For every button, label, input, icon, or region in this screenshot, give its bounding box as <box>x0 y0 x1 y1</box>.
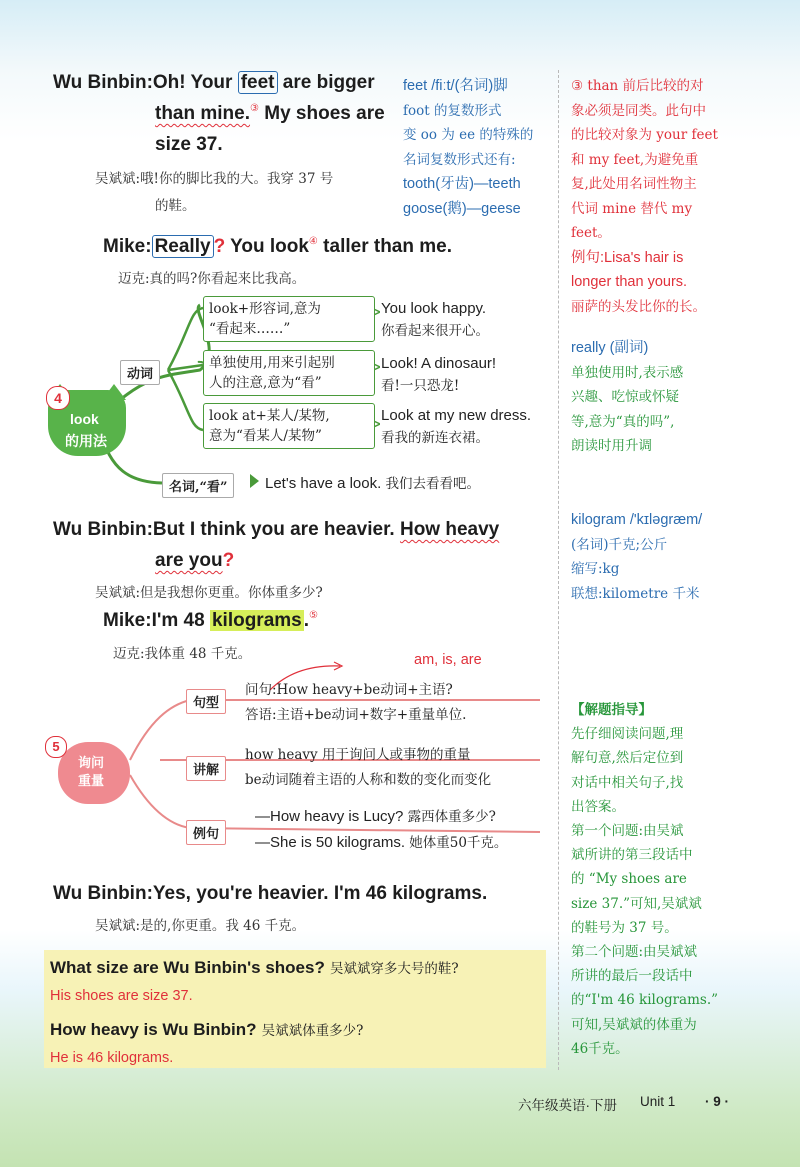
note-kilogram-title: kilogram /'kɪləɡræm/ <box>571 512 703 528</box>
look-rule-1 <box>203 296 375 342</box>
rule-text: 意为“看某人/某物” <box>209 428 322 444</box>
weight-example-1 <box>255 806 496 828</box>
guide-line: 第二个问题:由吴斌斌 <box>571 944 698 961</box>
guide-line: 出答案。 <box>571 798 625 815</box>
dialogue-line-4 <box>103 610 318 632</box>
phrase-are-you: are you <box>155 550 223 571</box>
footer-book: 六年级英语·下册 <box>518 1098 617 1113</box>
rule-text: look at+某人/某物, <box>209 408 330 424</box>
note-kilogram-line: (名词)千克;公斤 <box>571 536 668 553</box>
note-really-title: really (副词) <box>571 340 649 356</box>
tag-pattern: 句型 <box>186 689 226 714</box>
example-cn: 看!一只恐龙! <box>381 378 460 394</box>
dialogue-text: I'm 48 <box>151 610 210 631</box>
dialogue-text: My shoes are <box>258 103 385 124</box>
note-feet-line: feet /fiːt/(名词)脚 <box>403 78 508 94</box>
mindmap-4-title-1: look <box>70 411 99 427</box>
guide-line: 第一个问题:由吴斌 <box>571 823 684 840</box>
keyword-really: Really <box>152 235 214 258</box>
translation-2: 迈克:真的吗?你看起来比我高。 <box>118 271 306 287</box>
dialogue-line-2 <box>103 236 452 258</box>
example-cn: 看我的新连衣裙。 <box>381 430 489 446</box>
example-cn: 她体重50千克。 <box>409 835 508 851</box>
guide-title: 【解题指导】 <box>571 702 652 718</box>
dialogue-line-1-end: size 37. <box>155 134 223 155</box>
note-feet <box>403 74 533 221</box>
phrase-than-mine: than mine. <box>155 103 251 124</box>
tag-verb: 动词 <box>120 360 160 385</box>
mindmap-5-title-2: 重量 <box>78 774 105 789</box>
weight-example-2 <box>255 832 507 854</box>
example-en: Look! A dinosaur! <box>381 355 497 372</box>
dialogue-line-3 <box>53 519 499 541</box>
dialogue-text: Oh! Your <box>152 72 238 93</box>
dialogue-text: But I think you are heavier. <box>152 519 400 540</box>
dialogue-line-1-cont <box>155 103 385 125</box>
phrase-how-heavy: How heavy <box>399 519 500 540</box>
mindmap-5-title-1: 询问 <box>78 756 105 771</box>
pattern-question: 问句:How heavy+be动词+主语? <box>245 682 453 698</box>
question-mark: ? <box>213 236 226 257</box>
question-cn: 吴斌斌体重多少? <box>261 1023 364 1039</box>
answer-2: He is 46 kilograms. <box>50 1050 174 1066</box>
note-3-line: 和 my feet,为避免重 <box>571 151 699 168</box>
look-rule-2 <box>203 350 375 396</box>
guide-line: 对话中相关句子,找 <box>571 774 684 791</box>
tag-noun: 名词,“看” <box>162 473 234 498</box>
translation-1a: 吴斌斌:哦!你的脚比我的大。我穿 37 号 <box>95 171 334 187</box>
dialogue-line-1 <box>53 72 375 94</box>
guide-line: 可知,吴斌斌的体重为 <box>571 1016 697 1033</box>
speaker-mike: Mike: <box>103 236 152 257</box>
note-really-line: 朗读时用升调 <box>571 438 652 454</box>
translation-5: 吴斌斌:是的,你更重。我 46 千克。 <box>95 918 306 934</box>
badge-ear-right <box>102 384 126 400</box>
mindmap-4-number: 4 <box>46 386 70 410</box>
speaker-wu-binbin: Wu Binbin: <box>53 72 153 93</box>
tag-example: 例句 <box>186 820 226 845</box>
note-marker-3: ③ <box>250 103 259 114</box>
note-kilogram-line: 缩写:kg <box>571 561 620 577</box>
guide-line: 46千克。 <box>571 1040 629 1057</box>
note-really <box>571 336 683 459</box>
arrow-icon <box>250 474 259 488</box>
note-kilogram <box>571 508 702 606</box>
note-really-line: 等,意为“真的吗”, <box>571 413 675 430</box>
speaker-wu-binbin: Wu Binbin: <box>53 883 153 904</box>
note-3-line: 的比较对象为 your feet <box>571 127 718 143</box>
example-en: —She is 50 kilograms. <box>255 834 406 851</box>
note-3-line: ③ than 前后比较的对 <box>571 78 704 94</box>
guide-line: size 37.”可知,吴斌斌 <box>571 895 702 912</box>
dialogue-text: are bigger <box>277 72 375 93</box>
translation-1b: 的鞋。 <box>155 198 196 214</box>
note-3-line: 代词 mine 替代 my <box>571 200 693 217</box>
dialogue-line-5 <box>53 883 487 905</box>
look-example-2 <box>381 353 496 397</box>
rule-text: 单独使用,用来引起别 <box>209 355 335 371</box>
keyword-feet: feet <box>238 71 278 94</box>
note-marker-5: ⑤ <box>309 610 318 621</box>
tag-explain: 讲解 <box>186 756 226 781</box>
note-3-line: 丽萨的头发比你的长。 <box>571 298 706 315</box>
question-mark: ? <box>222 550 235 571</box>
column-divider <box>558 70 559 1070</box>
guide-line: 的鞋号为 37 号。 <box>571 919 678 936</box>
note-3-line: 例句:Lisa's hair is <box>571 249 684 266</box>
note-3 <box>571 74 718 319</box>
note-kilogram-line: 联想:kilometre 千米 <box>571 585 700 602</box>
example-cn: 我们去看看吧。 <box>385 476 480 492</box>
translation-4: 迈克:我体重 48 千克。 <box>113 646 252 662</box>
dialogue-line-3-cont <box>155 550 234 572</box>
note-feet-line: tooth(牙齿)—teeth <box>403 176 521 192</box>
note-really-line: 兴趣、吃惊或怀疑 <box>571 389 679 405</box>
note-3-line: longer than yours. <box>571 274 688 290</box>
dialogue-text: taller than me. <box>317 236 452 257</box>
mindmap-4-title-2: 的用法 <box>65 434 107 450</box>
note-3-line: 象必须是同类。此句中 <box>571 102 706 119</box>
explain-1: how heavy 用于询问人或事物的重量 <box>245 747 471 763</box>
note-feet-line: 名词复数形式还有: <box>403 151 516 168</box>
question-en: What size are Wu Binbin's shoes? <box>50 958 325 977</box>
example-cn: 露西体重多少? <box>407 809 496 825</box>
question-cn: 吴斌斌穿多大号的鞋? <box>329 961 459 977</box>
speaker-wu-binbin: Wu Binbin: <box>53 519 153 540</box>
look-example-1 <box>381 298 489 342</box>
example-en: You look happy. <box>381 300 487 317</box>
solution-guide <box>571 698 718 1061</box>
guide-line: 的 “My shoes are <box>571 871 687 888</box>
note-marker-4: ④ <box>308 236 318 247</box>
rule-text: look+形容词,意为 <box>209 301 321 317</box>
explain-2: be动词随着主语的人称和数的变化而变化 <box>245 772 492 788</box>
pattern-answer: 答语:主语+be动词+数字+重量单位. <box>245 707 467 723</box>
guide-line: 斌所讲的第三段话中 <box>571 847 693 864</box>
look-example-3 <box>381 405 531 449</box>
noun-example <box>265 473 480 495</box>
note-feet-line: foot 的复数形式 <box>403 102 502 119</box>
answer-1: His shoes are size 37. <box>50 988 193 1004</box>
dialogue-text: You look <box>225 236 309 257</box>
guide-line: 所讲的最后一段话中 <box>571 968 693 985</box>
footer-unit: Unit 1 <box>640 1094 676 1109</box>
rule-text: “看起来……” <box>209 321 291 337</box>
speaker-mike: Mike: <box>103 610 152 631</box>
note-3-line: 复,此处用名词性物主 <box>571 176 697 192</box>
guide-line: 的“I'm 46 kilograms.” <box>571 992 719 1009</box>
example-cn: 你看起来很开心。 <box>381 323 489 339</box>
note-feet-line: 变 oo 为 ee 的特殊的 <box>403 127 534 143</box>
rule-text: 人的注意,意为“看” <box>209 375 322 391</box>
example-en: Look at my new dress. <box>381 407 532 424</box>
mindmap-5-number: 5 <box>45 736 67 758</box>
look-rule-3 <box>203 403 375 449</box>
footer-page-number: · 9 · <box>705 1094 730 1109</box>
note-really-line: 单独使用时,表示感 <box>571 364 684 381</box>
question-2 <box>50 1019 363 1040</box>
example-en: —How heavy is Lucy? <box>255 808 404 825</box>
guide-line: 先仔细阅读问题,理 <box>571 726 684 743</box>
note-3-line: feet。 <box>571 225 611 241</box>
be-verb-note: am, is, are <box>414 652 482 668</box>
dialogue-text: Yes, you're heavier. I'm 46 kilograms. <box>152 883 488 904</box>
note-feet-line: goose(鹅)—geese <box>403 200 521 217</box>
question-en: How heavy is Wu Binbin? <box>50 1020 257 1039</box>
question-1 <box>50 957 459 978</box>
guide-line: 解句意,然后定位到 <box>571 750 684 767</box>
example-en: Let's have a look. <box>265 475 382 492</box>
translation-3: 吴斌斌:但是我想你更重。你体重多少? <box>95 585 323 601</box>
dialogue-text: . <box>303 610 310 631</box>
keyword-kilograms: kilograms <box>211 610 302 631</box>
